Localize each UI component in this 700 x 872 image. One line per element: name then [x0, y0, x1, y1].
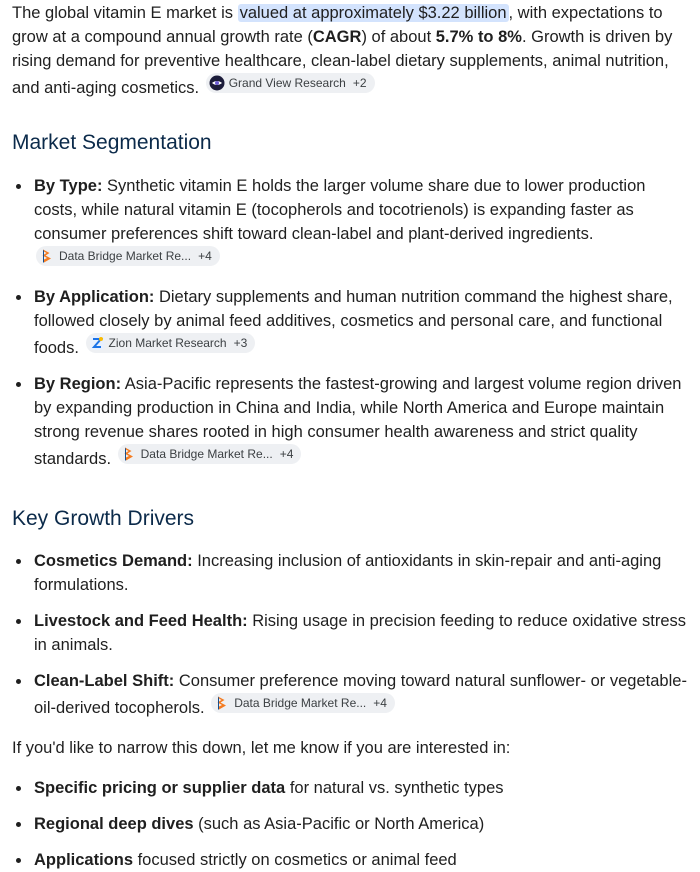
- intro-paragraph: [12, 1, 688, 100]
- chip-source-name: Data Bridge Market Re...: [59, 249, 192, 263]
- chip-more-count: +2: [352, 76, 367, 90]
- chip-source-name: Data Bridge Market Re...: [234, 696, 367, 710]
- list-item: [12, 669, 688, 720]
- highlighted-claim[interactable]: valued at approximately $3.22 billion: [239, 4, 507, 22]
- chip-more-count: +4: [279, 447, 294, 461]
- list-item: [12, 372, 688, 471]
- data-bridge-icon: [39, 248, 55, 264]
- item-label: Specific pricing or supplier data: [34, 779, 286, 797]
- list-item: [12, 776, 688, 800]
- followup-options-list: [12, 776, 688, 872]
- chip-source-name: Grand View Research: [228, 76, 346, 90]
- list-item: [12, 848, 688, 872]
- grand-view-research-icon: [209, 75, 225, 91]
- heading-market-segmentation: Market Segmentation: [12, 131, 212, 154]
- item-label: Applications: [34, 851, 134, 869]
- list-item: [12, 812, 688, 836]
- chip-source-name: Zion Market Research: [108, 336, 227, 350]
- heading-key-growth-drivers: Key Growth Drivers: [12, 507, 195, 530]
- item-text: Increasing inclusion of antioxidants in skin-repair and anti-aging formulations.: [34, 552, 662, 594]
- item-text: Rising usage in precision feeding to reduce oxidative stress in animals.: [34, 612, 687, 654]
- item-text: Consumer preference moving toward natural sunflower- or vegetable-oil-derived tocopherols.: [34, 672, 687, 717]
- item-label: Livestock and Feed Health:: [34, 612, 248, 630]
- item-text: (such as Asia-Pacific or North America): [193, 815, 485, 833]
- chip-more-count: +4: [373, 696, 387, 710]
- data-bridge-icon: [214, 695, 230, 711]
- list-item: [12, 174, 688, 273]
- zion-market-icon: [89, 335, 105, 351]
- source-chip-zion-market-research[interactable]: [86, 333, 256, 353]
- item-text: Asia-Pacific represents the fastest-growing and largest volume region driven by expanding production in China and India, while North America and Europe maintain strong revenue shares rooted in high consumer health awareness and strict quality standards.: [34, 375, 682, 468]
- item-label: By Region:: [34, 375, 122, 393]
- growth-rate-value: 5.7% to 8%: [435, 28, 522, 46]
- intro-text: , with expectations to grow at a compound annual growth rate (: [12, 4, 663, 46]
- intro-text: ) of about: [361, 28, 436, 46]
- segmentation-list: [12, 174, 688, 471]
- chip-more-count: +3: [233, 336, 248, 350]
- chip-source-name: Data Bridge Market Re...: [140, 447, 273, 461]
- source-chip-data-bridge[interactable]: [118, 444, 302, 464]
- list-item: [12, 549, 688, 597]
- intro-text: The global vitamin E market is: [12, 4, 238, 22]
- list-item: [12, 609, 688, 657]
- item-label: Regional deep dives: [34, 815, 194, 833]
- source-chip-data-bridge[interactable]: [211, 693, 395, 713]
- source-chip-grand-view-research[interactable]: [206, 73, 375, 93]
- source-chip-data-bridge[interactable]: [36, 246, 220, 266]
- followup-prompt: If you'd like to narrow this down, let me know if you are interested in:: [12, 739, 511, 757]
- chip-more-count: +4: [198, 249, 212, 263]
- item-label: By Type:: [34, 177, 103, 195]
- item-text: focused strictly on cosmetics or animal feed: [133, 851, 457, 869]
- data-bridge-icon: [121, 446, 137, 462]
- item-text: Dietary supplements and human nutrition command the highest share, followed closely by animal feed additives, cosmetics and personal care, and functional foods.: [34, 288, 673, 357]
- cagr-term: CAGR: [312, 28, 362, 46]
- item-text: Synthetic vitamin E holds the larger volume share due to lower production costs, while natural vitamin E (tocopherols and tocotrienols) is expanding faster as consumer preferences shift toward clean-label and plant-derived ingredients.: [34, 177, 646, 243]
- drivers-list: [12, 549, 688, 720]
- item-text: for natural vs. synthetic types: [285, 779, 504, 797]
- list-item: [12, 285, 688, 360]
- item-label: By Application:: [34, 288, 155, 306]
- intro-text: . Growth is driven by rising demand for preventive healthcare, clean-label dietary supplements, animal nutrition, and anti-aging cosmetics.: [12, 28, 673, 97]
- response-body: [0, 1, 700, 872]
- item-label: Cosmetics Demand:: [34, 552, 193, 570]
- item-label: Clean-Label Shift:: [34, 672, 175, 690]
